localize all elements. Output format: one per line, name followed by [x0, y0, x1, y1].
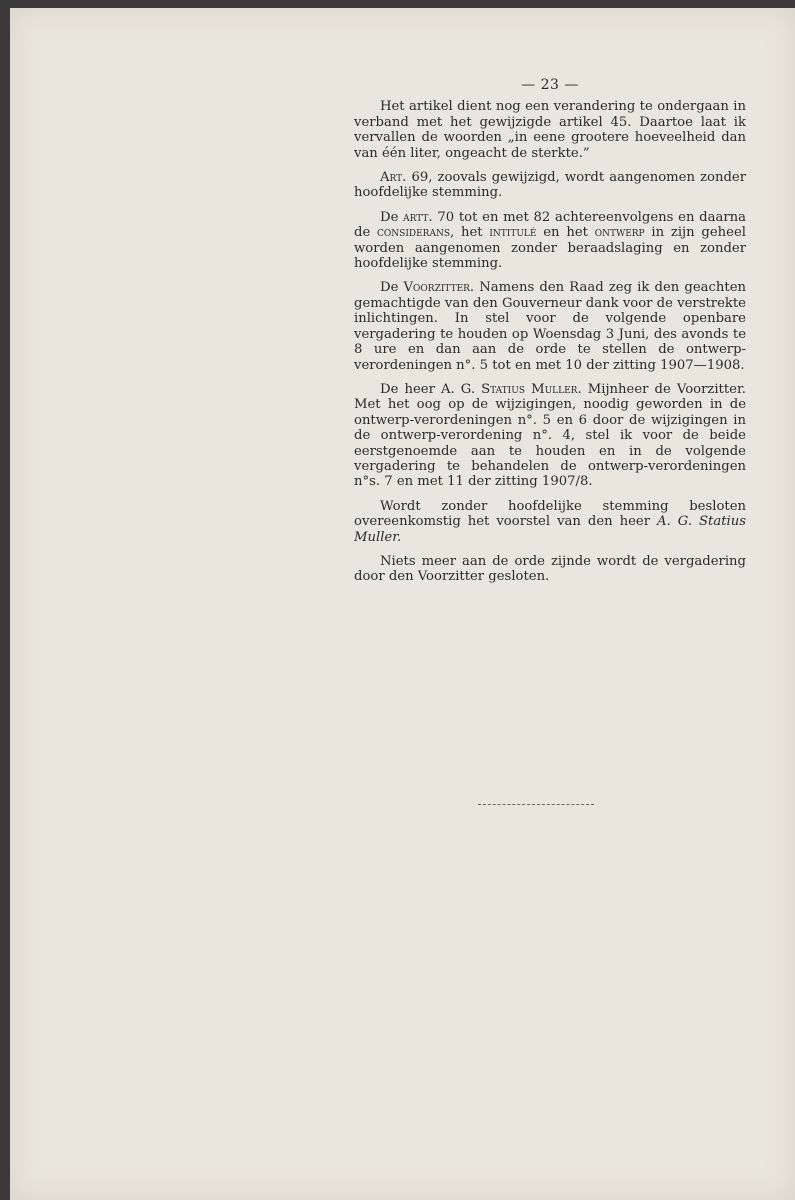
articles-label: artt. [403, 209, 433, 225]
paragraph-3-mid: 70 tot en met 82 achtereenvolgens en daarna de [354, 209, 747, 241]
paragraph-4-text: Namens den Raad zeg ik den geachten gemachtigde van den Gouverneur dank voor de verstrekte inlichtingen. In stel voor de volgende openbare vergadering te houden op Woensdag 3 Juni, des avonds te 8 ure en dan aan de orde te stellen de ontwerp-verordeningen n°. 5 tot en met 10 der zitting 1907—1908. [354, 280, 746, 373]
paragraph-3-pre: De [380, 209, 404, 225]
paragraph-5 [354, 382, 746, 490]
paragraph-4-pre: De [380, 280, 404, 296]
paragraph-3 [354, 210, 746, 272]
page-number: — 23 — [521, 77, 579, 93]
paragraph-3-text: in zijn geheel worden aangenomen zonder beraadslaging en zonder hoofdelijke stemming. [354, 225, 746, 272]
paragraph-6-name: A. G. Statius Muller. [354, 514, 746, 545]
paragraph-6 [354, 499, 746, 545]
paragraph-2 [354, 170, 746, 201]
speaker-voorzitter: Voorzitter. [403, 280, 475, 296]
paragraph-1-text: Het artikel dient nog een verandering te ondergaan in verband met het gewijzigde artikel 45. Daartoe laat ik vervallen de woorden „in eene grootere hoeveelheid dan van één liter, ongeacht de sterkte.” [354, 99, 746, 161]
paragraph-7-text: Niets meer aan de orde zijnde wordt de vergadering door den Voorzitter gesloten. [354, 553, 746, 585]
speaker-statius-muller: Statius Muller. [481, 381, 582, 397]
page-text [354, 78, 746, 594]
considerans-term: considerans, [377, 225, 455, 241]
paragraph-3-mid3: en het [536, 225, 595, 241]
article-label: Art. [380, 170, 407, 186]
closing-rule [478, 804, 594, 805]
paragraph-4 [354, 280, 746, 372]
paragraph-5-pre: De heer A. G. [380, 381, 482, 397]
paragraph-2-text: 69, zoovals gewijzigd, wordt aangenomen zonder hoofdelijke stemming. [354, 170, 746, 201]
paragraph-7 [354, 554, 746, 585]
intitule-term: intitulé [489, 225, 537, 241]
paragraph-3-mid2: het [454, 225, 490, 241]
paragraph-6-text: Wordt zonder hoofdelijke stemming besloten overeenkomstig het voorstel van den heer [354, 498, 746, 530]
paragraph-5-text: Mijnheer de Voorzitter. Met het oog op de wijzigingen, noodig geworden in de ontwerp-verordeningen n°. 5 en 6 door de wijzigingen in de ontwerp-verordening n°. 4, stel ik voor de beide eerstgenoemde aan te houden en in de volgende vergadering te behandelen de ontwerp-verordeningen n°s. 7 en met 11 der zitting 1907/8. [354, 381, 746, 490]
ontwerp-term: ontwerp [594, 225, 645, 241]
paragraph-1 [354, 99, 746, 161]
document-page [10, 8, 795, 1200]
